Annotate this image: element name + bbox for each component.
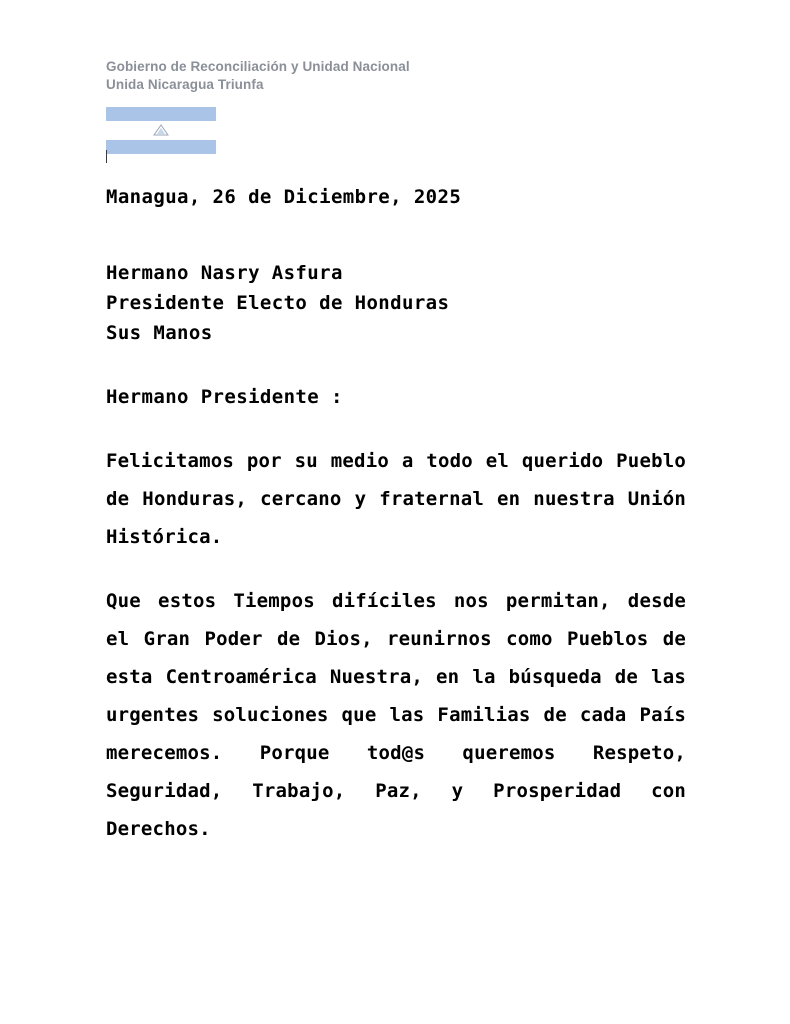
date-line: Managua, 26 de Diciembre, 2025	[106, 186, 462, 208]
nicaragua-flag	[106, 107, 216, 154]
flag-band-top	[106, 107, 216, 121]
salutation: Hermano Presidente :	[106, 386, 343, 408]
letterhead-line-1: Gobierno de Reconciliación y Unidad Nacional	[106, 59, 410, 74]
letter-body	[106, 182, 686, 848]
letterhead-line-2: Unida Nicaragua Triunfa	[106, 77, 264, 92]
triangle-emblem-icon	[151, 122, 171, 138]
addressee-delivery: Sus Manos	[106, 322, 213, 344]
letterhead	[106, 58, 706, 94]
addressee-title: Presidente Electo de Honduras	[106, 292, 450, 314]
paragraph-1: Felicitamos por su medio a todo el querido Pueblo de Honduras, cercano y fraternal en nuestra Unión Histórica.	[106, 450, 686, 548]
addressee-block	[106, 258, 686, 348]
addressee-name: Hermano Nasry Asfura	[106, 262, 343, 284]
text-caret	[106, 150, 107, 163]
paragraph-2: Que estos Tiempos difíciles nos permitan, desde el Gran Poder de Dios, reunirnos como Pueblos de esta Centroamérica Nuestra, en la búsqueda de las urgentes soluciones que las Familias de cada País merecemos. Porque tod@s queremos Respeto, Seguridad, Trabajo, Paz, y Prosperidad con Derechos.	[106, 590, 686, 840]
flag-band-bottom	[106, 140, 216, 154]
